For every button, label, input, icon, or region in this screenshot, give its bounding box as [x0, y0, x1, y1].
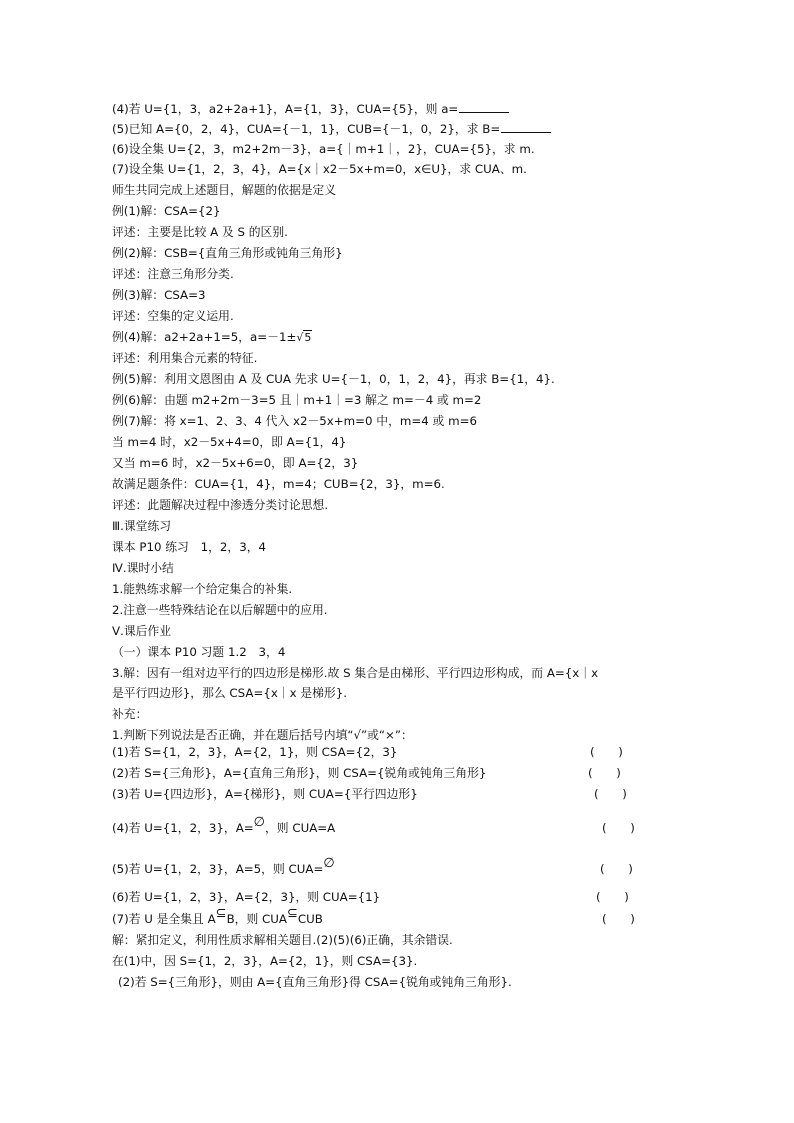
text-line: 例(7)解：将 x=1、2、3、4 代入 x2－5x+m=0 中，m=4 或 m=6: [112, 414, 477, 428]
text-line: 评述：利用集合元素的特征.: [112, 351, 258, 365]
text-line: 3.解：因有一组对边平行的四边形是梯形.故 S 集合是由梯形、平行四边形构成，而 A={x｜x: [112, 666, 599, 680]
text-line: 例(2)解：CSB={直角三角形或钝角三角形}: [112, 246, 343, 260]
answer-parens[interactable]: ( ): [590, 745, 623, 759]
text-line: 1.能熟练求解一个给定集合的补集.: [112, 582, 293, 596]
judge-item-3: (3)若 U={四边形}，A={梯形}，则 CUA={平行四边形}: [112, 787, 418, 801]
text-line: (2)若 S={三角形}，则由 A={直角三角形}得 CSA={锐角或钝角三角形}.: [118, 975, 512, 989]
text-line: 例(6)解：由题 m2+2m－3=5 且｜m+1｜=3 解之 m=－4 或 m=2: [112, 393, 482, 407]
judge-item-2: (2)若 S={三角形}，A={直角三角形}，则 CSA={锐角或钝角三角形}: [112, 766, 487, 780]
text-line: 在(1)中，因 S={1，2，3}，A={2，1}，则 CSA={3}.: [112, 954, 418, 968]
text-line: 1.判断下列说法是否正确，并在题后括号内填“√”或“×”：: [112, 728, 413, 742]
answer-parens[interactable]: ( ): [602, 821, 635, 835]
sqrt-symbol: √5: [296, 331, 312, 344]
answer-parens[interactable]: ( ): [588, 766, 621, 780]
text-line: 是平行四边形}，那么 CSA={x｜x 是梯形}.: [112, 686, 347, 700]
answer-parens[interactable]: ( ): [596, 890, 629, 904]
judge-item-6: (6)若 U={1，2，3}，A={2，3}，则 CUA={1}: [112, 890, 381, 904]
answer-blank[interactable]: [501, 120, 551, 133]
empty-set-symbol: ∅: [253, 815, 265, 830]
text-line: 2.注意一些特殊结论在以后解题中的应用.: [112, 603, 328, 617]
answer-parens[interactable]: ( ): [600, 862, 633, 876]
text-line-q6: (6)设全集 U={2，3，m2+2m－3}，a={｜m+1｜，2}，CUA={5}，求 m.: [112, 142, 535, 156]
text-line: 当 m=4 时，x2－5x+4=0，即 A={1，4}: [112, 435, 347, 449]
text-line: 评述：注意三角形分类.: [112, 267, 234, 281]
judge-item-7: (7)若 U 是全集且 A⊆B，则 CUA⊆CUB: [112, 906, 323, 926]
text-line-ex4: 例(4)解：a2+2a+1=5，a=－1±√5: [112, 328, 312, 347]
empty-set-symbol: ∅: [323, 856, 335, 871]
text-line-q4: (4)若 U={1，3，a2+2a+1}，A={1，3}，CUA={5}，则 a=: [112, 100, 509, 118]
section-heading: Ⅴ.课后作业: [112, 624, 172, 638]
text-line: 又当 m=6 时，x2－5x+6=0，即 A={2，3}: [112, 456, 359, 470]
judge-item-1: (1)若 S={1，2，3}，A={2，1}，则 CSA={2，3}: [112, 745, 398, 759]
text-line: （一）课本 P10 习题 1.2 3，4: [112, 645, 286, 659]
text-line: 补充：: [112, 707, 148, 721]
text-line: 评述：空集的定义运用.: [112, 309, 234, 323]
text-line: 故满足题条件：CUA={1，4}，m=4；CUB={2，3}，m=6.: [112, 477, 445, 491]
subset-symbol: ⊆: [215, 906, 227, 921]
text-line: 例(3)解：CSA=3: [112, 288, 206, 302]
answer-blank[interactable]: [459, 100, 509, 113]
answer-parens[interactable]: ( ): [594, 787, 627, 801]
text-line-q7: (7)设全集 U={1，2，3，4}，A={x｜x2－5x+m=0，x∈U}，求 CUA、m.: [112, 162, 527, 176]
text-line: 例(5)解：利用文恩图由 A 及 CUA 先求 U={－1，0，1，2，4}，再求 B={1，4}.: [112, 372, 555, 386]
text-line: 评述：主要是比较 A 及 S 的区别.: [112, 225, 288, 239]
section-heading: Ⅳ.课时小结: [112, 561, 174, 575]
text-line: 课本 P10 练习 1，2，3，4: [112, 540, 267, 554]
text-line: 例(1)解：CSA={2}: [112, 204, 221, 218]
judge-item-5: (5)若 U={1，2，3}，A=5，则 CUA=∅: [112, 856, 335, 876]
text-line: 解：紧扣定义，利用性质求解相关题目.(2)(5)(6)正确，其余错误.: [112, 933, 453, 947]
answer-parens[interactable]: ( ): [602, 912, 635, 926]
section-heading: Ⅲ.课堂练习: [112, 519, 172, 533]
text-line-q5: (5)已知 A={0，2，4}，CUA={－1，1}，CUB={－1，0，2}，求 B=: [112, 120, 551, 138]
judge-item-4: (4)若 U={1，2，3}，A=∅，则 CUA=A: [112, 815, 336, 835]
text-line: 评述：此题解决过程中渗透分类讨论思想.: [112, 498, 329, 512]
subset-symbol: ⊆: [286, 906, 298, 921]
text-line: 师生共同完成上述题目，解题的依据是定义: [112, 183, 337, 197]
